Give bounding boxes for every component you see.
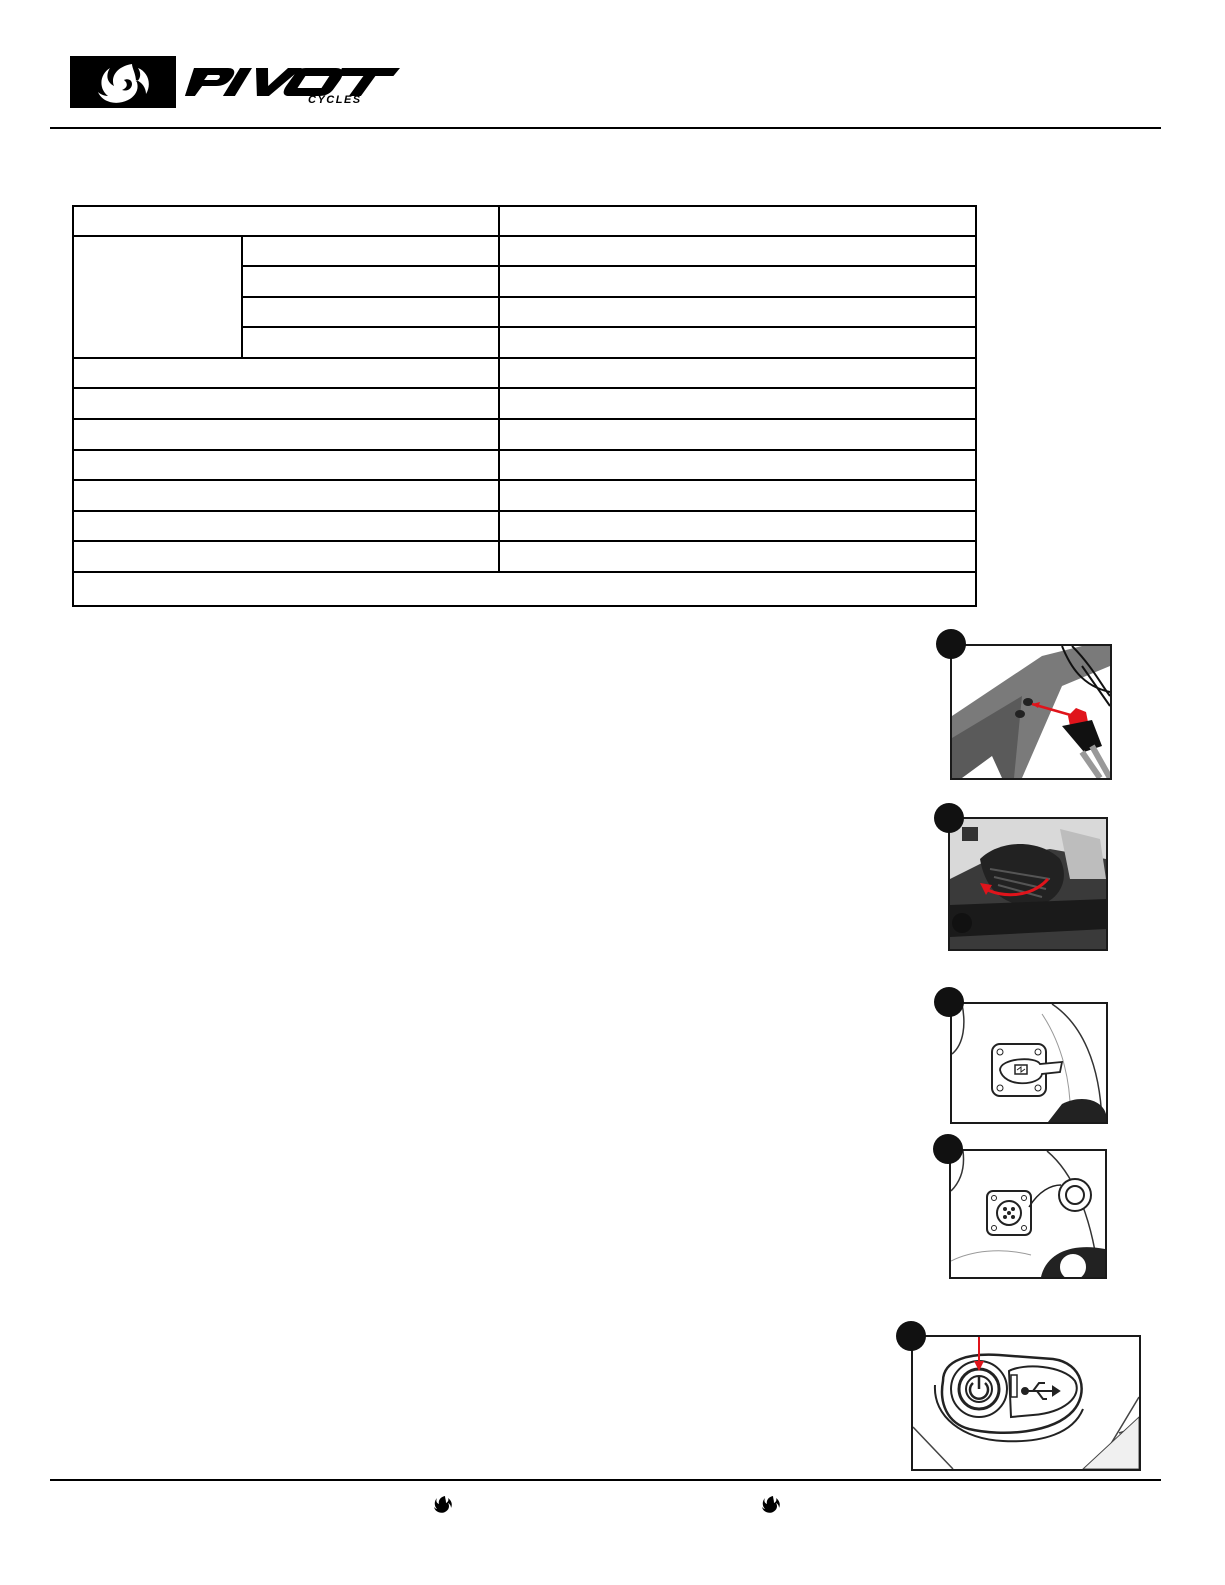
- figure-4: [949, 1149, 1107, 1279]
- figure-2: [948, 817, 1108, 951]
- figure-3-badge: [934, 987, 964, 1017]
- pivot-cycles-logo: [70, 54, 410, 110]
- figure-1: [950, 644, 1112, 780]
- figure-3: [950, 1002, 1108, 1124]
- footer-divider: [50, 1479, 1161, 1481]
- figure-5: [911, 1335, 1141, 1471]
- figure-2-badge: [934, 803, 964, 833]
- figure-4-badge: [933, 1134, 963, 1164]
- flame-bird-icon: [760, 1494, 782, 1516]
- spec-table: [72, 205, 977, 607]
- flame-bird-icon: [432, 1494, 454, 1516]
- figure-5-badge: [896, 1321, 926, 1351]
- svg-text:CYCLES: CYCLES: [308, 94, 362, 106]
- figure-1-badge: [936, 629, 966, 659]
- header-divider: [50, 127, 1161, 129]
